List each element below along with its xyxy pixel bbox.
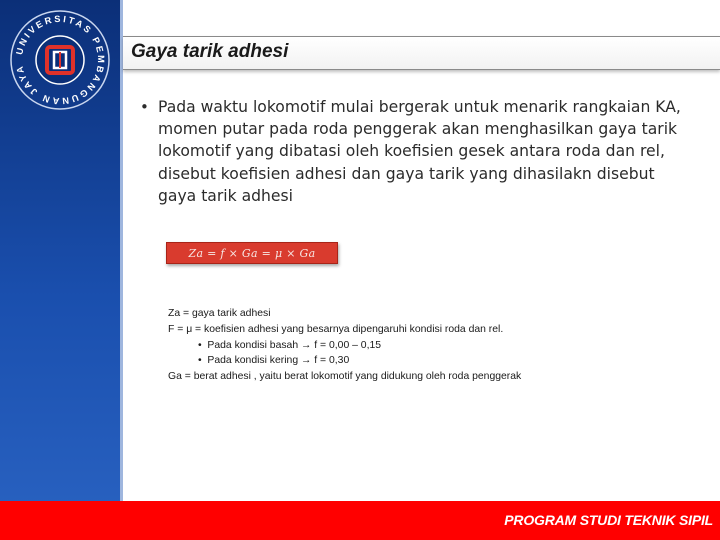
formula-box — [166, 242, 338, 264]
definition-sub-item: • Pada kondisi kering → f = 0,30 — [198, 355, 350, 367]
university-seal-icon — [8, 8, 112, 112]
bullet-dot-icon: • — [140, 98, 149, 116]
footer-bar — [0, 501, 720, 540]
sidebar-edge — [120, 0, 123, 540]
title-bar — [123, 36, 720, 70]
definition-ga: Ga = berat adhesi , yaitu berat lokomotif yang didukung oleh roda penggerak — [168, 371, 522, 383]
footer-text: PROGRAM STUDI TEKNIK SIPIL — [504, 512, 713, 528]
formula-text: Za = f × Ga = μ × Ga — [188, 246, 316, 260]
seal-arc-text: UNIVERSITAS PEMBANGUNAN JAYA — [14, 13, 107, 107]
definition-za: Za = gaya tarik adhesi — [168, 308, 271, 319]
definition-sub-item: • Pada kondisi basah → f = 0,00 – 0,15 — [198, 339, 382, 351]
bullet-paragraph — [140, 96, 685, 207]
bullet-text: Pada waktu lokomotif mulai bergerak untuk menarik rangkaian KA, momen putar pada roda penggerak akan menghasilkan gaya tarik lokomotif yang dibatasi oleh koefisien gesek antara roda dan rel, disebut koefisien adhesi dan gaya tarik yang dihasilakn disebut gaya tarik adhesi — [158, 98, 681, 205]
definition-f: F = μ = koefisien adhesi yang besarnya dipengaruhi kondisi roda dan rel. — [168, 323, 504, 335]
slide-title: Gaya tarik adhesi — [131, 41, 289, 62]
definitions-block — [168, 306, 688, 385]
sub-bullet-icon: • — [198, 355, 208, 367]
sub-bullet-icon: • — [198, 339, 208, 351]
